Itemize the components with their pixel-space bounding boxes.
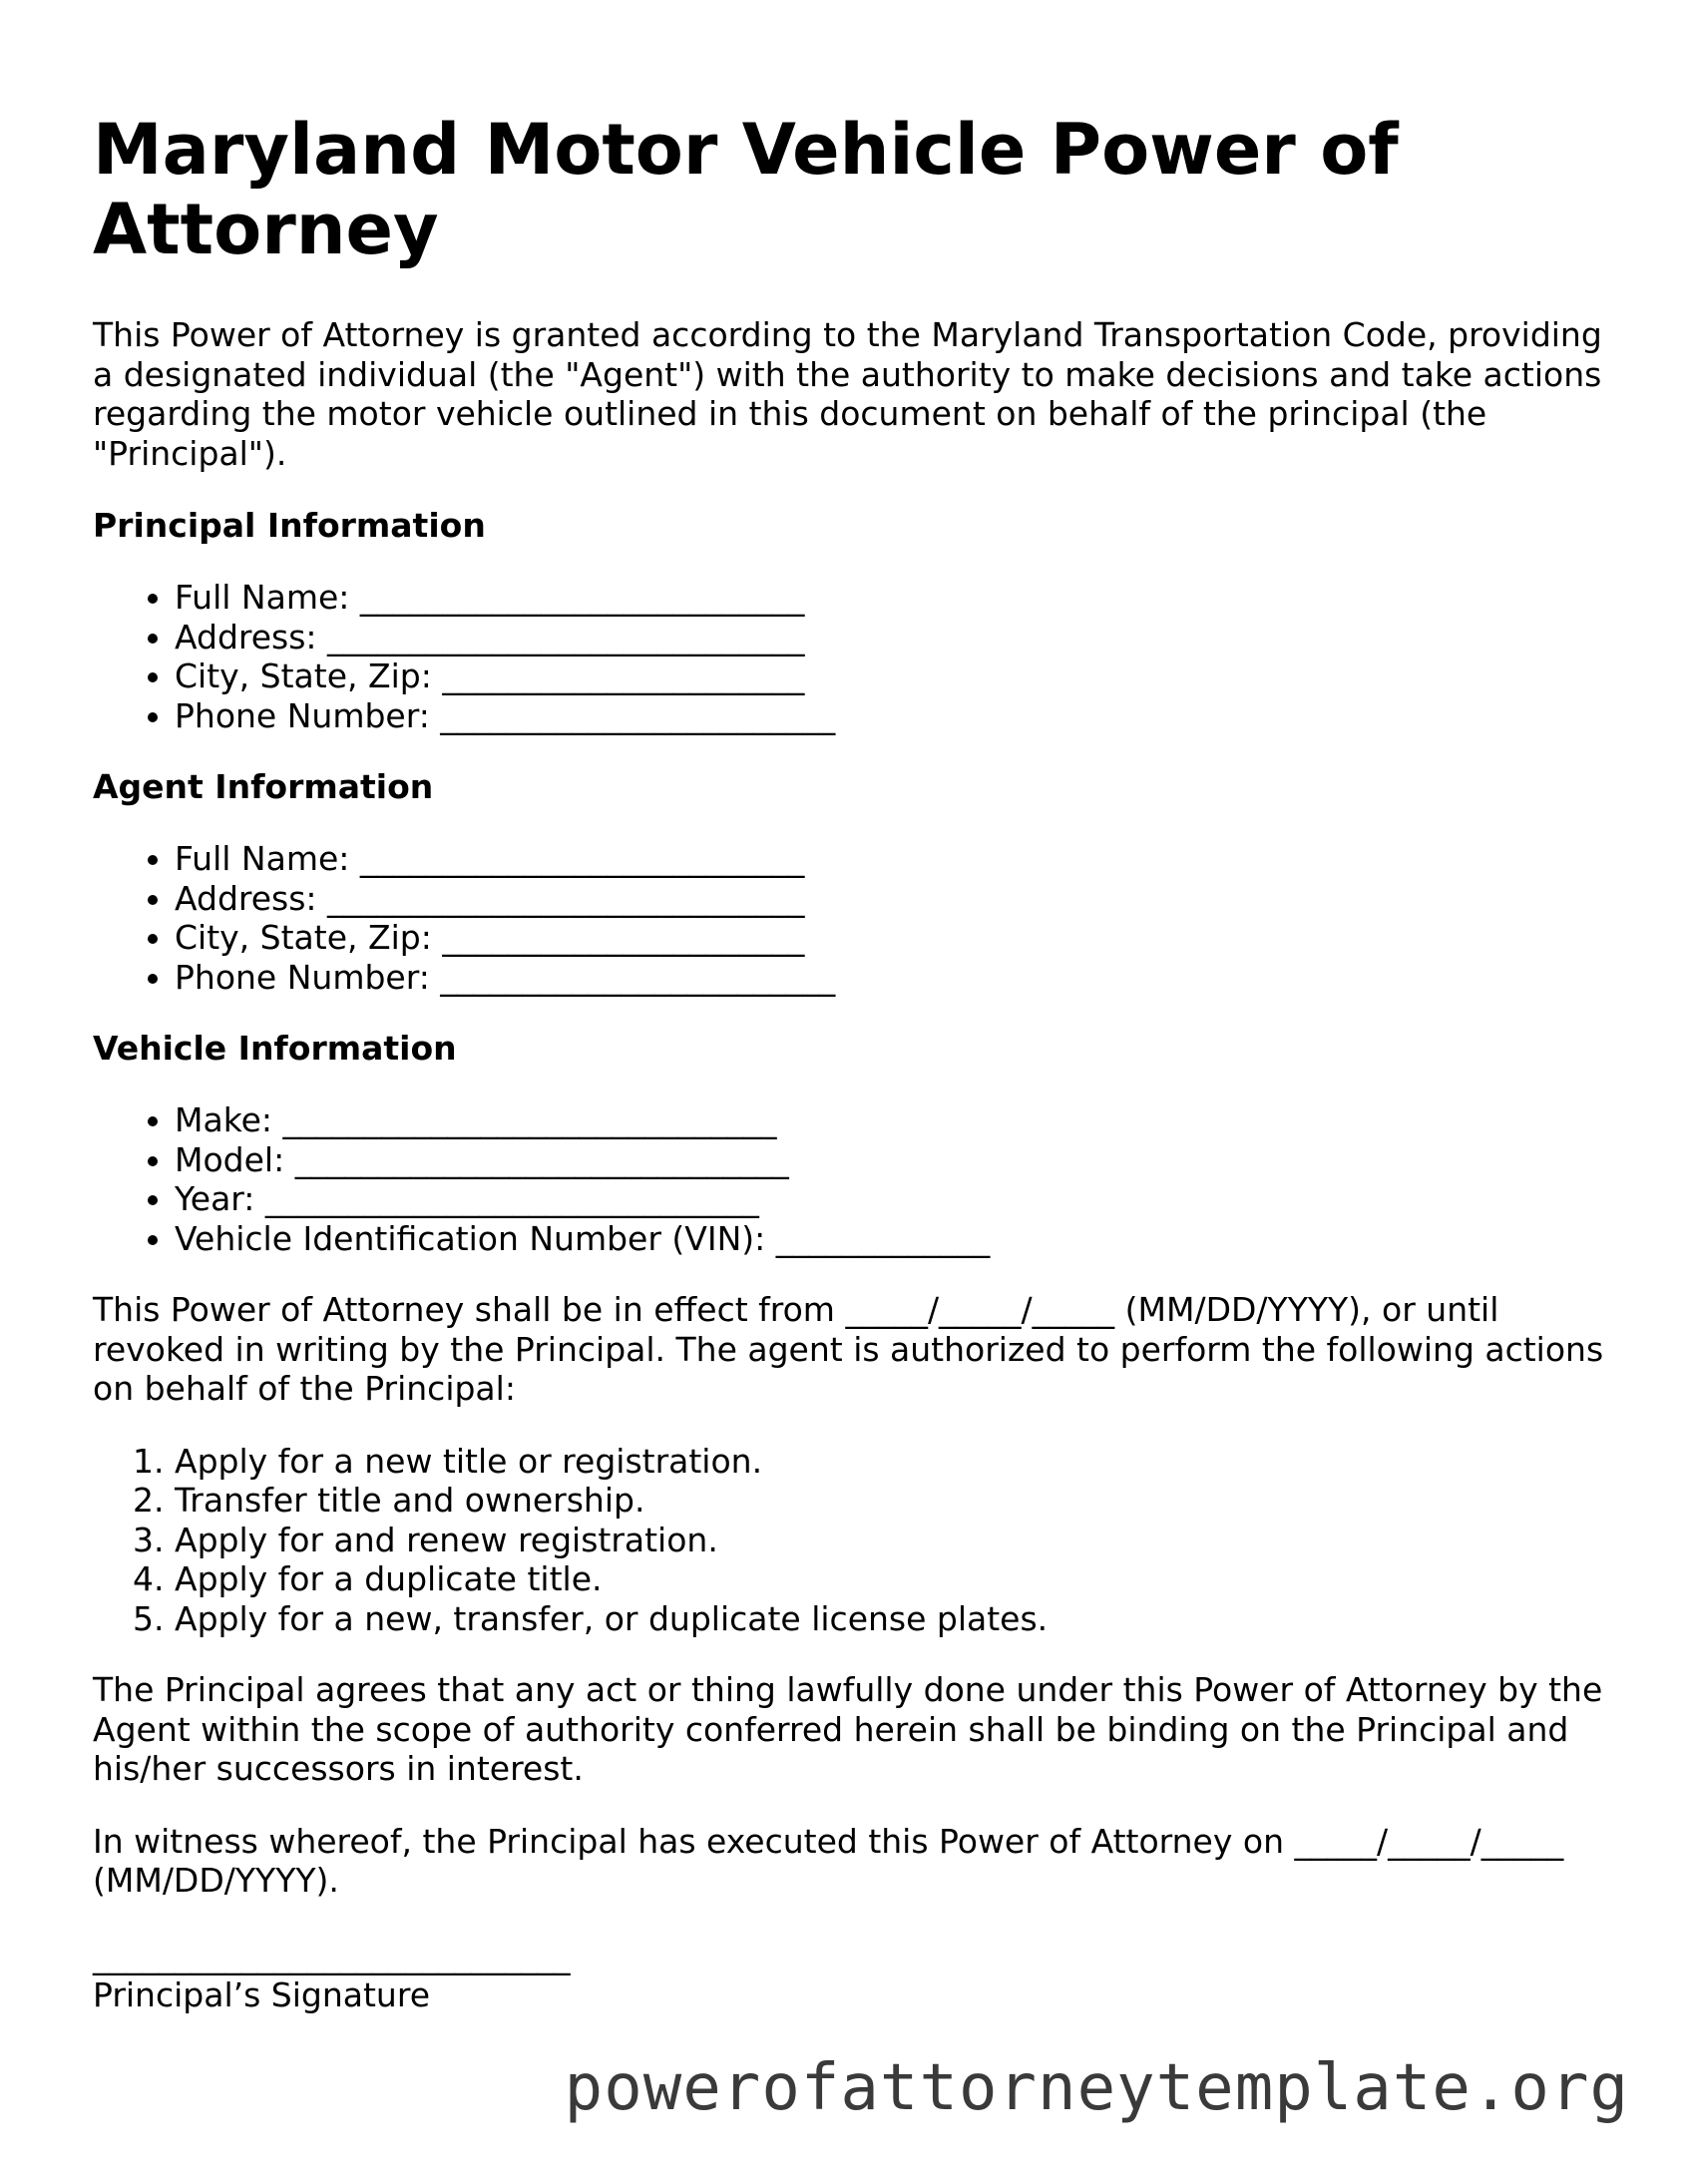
agent-heading: Agent Information (93, 767, 434, 806)
action-item: 4. Apply for a duplicate title. (175, 1559, 1609, 1599)
action-item: 1. Apply for a new title or registration. (175, 1442, 1609, 1482)
signature-line: _____________________________ (93, 1936, 571, 1975)
action-item: 3. Apply for and renew registration. (175, 1521, 1609, 1560)
principal-info-list (93, 578, 1609, 735)
principal-address: • Address: _____________________________ (175, 618, 1609, 657)
binding-paragraph: The Principal agrees that any act or thing lawfully done under this Power of Attorney by the Agent within the scope of authority conferred herein shall be binding on the Principal and his/her successors in interest. (93, 1670, 1603, 1788)
vehicle-info-list (93, 1100, 1609, 1258)
effective-date-paragraph: This Power of Attorney shall be in effect from _____/_____/_____ (MM/DD/YYYY), or until revoked in writing by the Principal. The agent is authorized to perform the following actions on behalf of the Principal: (93, 1290, 1604, 1408)
vehicle-vin: • Vehicle Identification Number (VIN): _____________ (175, 1219, 1609, 1259)
signature-block (93, 1937, 1609, 2015)
signature-label: Principal’s Signature (93, 1975, 430, 2014)
agent-full-name: • Full Name: ___________________________ (175, 839, 1609, 879)
agent-city-state-zip: • City, State, Zip: ______________________ (175, 918, 1609, 958)
agent-phone: • Phone Number: ________________________ (175, 958, 1609, 998)
document-title: Maryland Motor Vehicle Power of Attorney (93, 109, 1399, 270)
vehicle-year: • Year: ______________________________ (175, 1179, 1609, 1219)
principal-full-name: • Full Name: ___________________________ (175, 578, 1609, 618)
authorized-actions-list (93, 1442, 1609, 1639)
agent-address: • Address: _____________________________ (175, 879, 1609, 919)
site-watermark: powerofattorneytemplate.org (564, 2051, 1629, 2125)
document-page (93, 110, 1609, 2015)
principal-city-state-zip: • City, State, Zip: ______________________ (175, 656, 1609, 696)
intro-paragraph: This Power of Attorney is granted according to the Maryland Transportation Code, providing a designated individual (the "Agent") with the authority to make decisions and take actions regarding the motor vehicle outlined in this document on behalf of the principal (the "Principal"). (93, 315, 1602, 473)
action-item: 2. Transfer title and ownership. (175, 1481, 1609, 1521)
principal-phone: • Phone Number: ________________________ (175, 696, 1609, 736)
vehicle-model: • Model: ______________________________ (175, 1140, 1609, 1180)
agent-info-list (93, 839, 1609, 997)
witness-paragraph: In witness whereof, the Principal has executed this Power of Attorney on _____/_____/_____ (MM/DD/YYYY). (93, 1821, 1564, 1900)
vehicle-heading: Vehicle Information (93, 1029, 457, 1068)
vehicle-make: • Make: ______________________________ (175, 1100, 1609, 1140)
principal-heading: Principal Information (93, 506, 486, 545)
action-item: 5. Apply for a new, transfer, or duplicate license plates. (175, 1599, 1609, 1639)
